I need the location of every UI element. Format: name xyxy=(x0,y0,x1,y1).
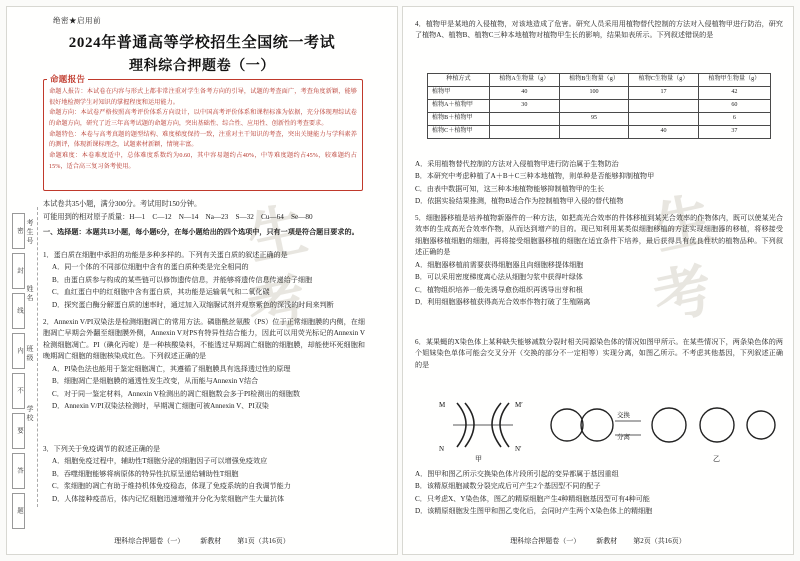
question-3-option-c: C．浆细胞的凋亡有助于维持机体免疫稳态，体现了免疫系统的自我调节能力 xyxy=(52,482,291,491)
section-1-heading: 一、选择题：本题共13小题，每小题6分，在每小题给出的四个选项中，只有一项是符合题目要求的。 xyxy=(43,228,359,236)
figure-caption-乙: 乙 xyxy=(713,455,720,463)
chromosome-figure xyxy=(417,395,781,463)
footer-left-page xyxy=(7,536,397,546)
table-r0-c1: 40 xyxy=(489,86,559,99)
question-4-option-a: A．采用植物替代控制的方法对入侵植物甲进行防治属于生物防治 xyxy=(415,160,619,168)
seal-char-1: 密 xyxy=(12,213,25,249)
question-6-option-c: C．只考虑X、Y染色体，图乙的精原细胞产生4种精细胞基因型可有4种可能 xyxy=(415,494,650,503)
footer-exam-name: 理科综合押题卷（一） xyxy=(114,537,185,545)
exam-page-right xyxy=(402,6,794,555)
watermark-char-4: 考 xyxy=(648,256,719,333)
chromosome-diagram-svg xyxy=(417,395,781,463)
question-5-option-c: C．植物组织培养一般先诱导愈伤组织再诱导出芽和根 xyxy=(415,285,583,294)
question-5 xyxy=(415,213,783,310)
table-r2-c4: 6 xyxy=(698,112,770,125)
question-4-option-b: B．本研究中考虑种植了A＋B＋C三种本地植物，则单种是否能够抑制植物甲 xyxy=(415,172,655,181)
table-r0-c4: 42 xyxy=(698,86,770,99)
table-r1-c0: 植物A＋植物甲 xyxy=(428,99,490,112)
exam-info-line-2: 可能用到的相对原子质量：H—1 C—12 N—14 Na—23 S—32 Cu—64 Se—80 xyxy=(43,213,313,221)
figure-caption-甲: 甲 xyxy=(475,455,482,463)
question-4-options xyxy=(415,159,783,209)
table-header-row xyxy=(428,74,771,87)
question-4-option-d: D．依据实验结果推测，植物B适合作为控制植物甲入侵的替代植物 xyxy=(415,197,624,206)
figure-ring-2 xyxy=(700,408,734,442)
field-考生号: 考生号 xyxy=(26,219,34,246)
table-header-2: 植物B生物量（g） xyxy=(559,74,629,87)
table-r3-c0: 植物C＋植物甲 xyxy=(428,125,490,138)
seal-char-5: 不 xyxy=(12,373,25,409)
footer-edition: 新教材 xyxy=(200,537,222,545)
watermark-char-3: 生 xyxy=(648,186,719,263)
question-6-stem-block xyxy=(415,337,783,372)
table-r3-c4: 37 xyxy=(698,125,770,138)
table-r0-c3: 17 xyxy=(629,86,699,99)
question-2-option-d: D．Annexin V/PI双染法检测时，早期凋亡细胞可被Annexin V、PI双染 xyxy=(52,402,269,411)
question-1-option-c: C．血红蛋白中的红细胞中含有蛋白质，其功能是运输氧气和二氧化碳 xyxy=(52,288,270,297)
table-header-0: 种植方式 xyxy=(428,74,490,87)
seal-char-6: 要 xyxy=(12,413,25,449)
figure-ring-3 xyxy=(747,411,775,439)
植物生物量-table xyxy=(427,73,771,139)
命题报告-label: 命题报告 xyxy=(47,73,88,85)
table-row xyxy=(428,125,771,138)
question-3-option-b: B．吞噬细胞能够将病原体的特异性抗原呈递给辅助性T细胞 xyxy=(52,469,239,478)
question-1-option-d: D．探究蛋白酶分解蛋白质的速率时，通过加入双缩脲试剂并观察紫色的深浅的时间来判断 xyxy=(52,300,334,309)
question-6-option-a: A．图甲和图乙所示交换染色体片段所引起的变异都属于基因重组 xyxy=(415,470,619,478)
footer-page-number-right: 第2页（共16页） xyxy=(633,537,686,545)
table-row xyxy=(428,112,771,125)
question-6-option-d: D．该精原细胞发生图甲和图乙变化后，会同时产生两个X染色体上的精细胞 xyxy=(415,507,653,516)
question-2-option-c: C．对于同一鉴定材料，Annexin V检测出的凋亡细胞数会多于PI检测出的细胞数 xyxy=(52,389,300,398)
table-r0-c0: 植物甲 xyxy=(428,86,490,99)
question-2 xyxy=(43,317,365,414)
table-row xyxy=(428,99,771,112)
question-3-stem: 3．下列关于免疫调节的叙述正确的是 xyxy=(43,445,161,453)
table-r2-c1 xyxy=(489,112,559,125)
exam-info-line-1: 本试卷共35小题，满分300分。考试用时150分钟。 xyxy=(43,200,202,208)
question-5-option-d: D．利用细胞器移植获得高光合效率作物打破了生殖隔离 xyxy=(415,298,591,307)
report-line-3: 命题特色：本卷与高考真题的题型结构、难度梯度保持一致，注重对主干知识的考查，突出关键能力与学科素养的测评，体现新课标理念，试题素材新颖，情境丰富。 xyxy=(49,130,357,149)
question-3 xyxy=(43,444,365,506)
question-5-stem: 5．细胞器移植是培养植物新器件的一种方法，如把高光合效率的件体移植到某光合效率的作物体内，既可以使某光合效率的生成高光合效率作物，从而达到增产的目的。现已知利用某类似细胞移植的方法实现细胞器的移植，将移接受细胞器移植细胞的细胞，再将接受细胞器移植的细胞在适宜条件下培养，最后获得具有优良性状的植物品种。下列叙述正确的是 xyxy=(415,214,783,257)
table-r2-c3 xyxy=(629,112,699,125)
figure-label-N-prime: N′ xyxy=(515,445,522,453)
question-5-option-a: A．细胞器移植前需要获得细胞器且向细胞移提体细胞 xyxy=(415,260,584,269)
figure-ring-1 xyxy=(652,408,686,442)
table-r1-c4: 60 xyxy=(698,99,770,112)
question-3-option-d: D．人体接种疫苗后，体内记忆细胞迅速增殖并分化为浆细胞产生大量抗体 xyxy=(52,494,285,503)
table-r3-c3: 40 xyxy=(629,125,699,138)
exam-title-main: 2024年普通高等学校招生全国统一考试 xyxy=(68,35,336,51)
table-r2-c2: 95 xyxy=(559,112,629,125)
figure-circle-2 xyxy=(581,409,613,441)
field-学校: 学校 xyxy=(26,405,34,423)
exam-page-left xyxy=(6,6,398,555)
table-r1-c2 xyxy=(559,99,629,112)
table-r1-c1: 30 xyxy=(489,99,559,112)
watermark-char-2: 考 xyxy=(242,266,313,343)
question-6-stem: 6．某果蝇的X染色体上某种缺失能够减数分裂时相关同源染色体的情况如图甲所示。在某些情况下，两条染色体的两个姐妹染色单体可能会交叉分开（交换的部分不一定相等）实现分离，如图乙所示。不考虑其他基因，下列叙述正确的是 xyxy=(415,338,783,369)
table-r0-c2: 100 xyxy=(559,86,629,99)
question-4-stem: 4．植物甲是某地的入侵植物，对该地造成了危害。研究人员采用用植物替代控制的方法对入侵植物甲进行防治，研究了植物A、植物B、植物C三种本地植物对植物甲生长的影响，结果如表所示。下列叙述错误的是 xyxy=(415,20,783,40)
question-3-option-a: A．细胞免疫过程中，辅助性T细胞分泌的细胞因子可以增强免疫效应 xyxy=(52,457,268,466)
table-row xyxy=(428,86,771,99)
seal-char-8: 题 xyxy=(12,493,25,529)
question-1-option-a: A．同一个体的不同部位细胞中含有的蛋白质种类是完全相同的 xyxy=(52,263,249,272)
secret-label: 绝密★启用前 xyxy=(53,16,101,25)
seal-char-2: 封 xyxy=(12,253,25,289)
question-2-option-a: A．PI染色法也能用于鉴定细胞凋亡，其遵循了细胞膜具有选择透过性的原理 xyxy=(52,364,291,373)
question-1-option-b: B．由蛋白质参与构成的某些链可以修饰遗传信息，并能够将遗传信息传递给子细胞 xyxy=(52,275,313,284)
question-6-options xyxy=(415,469,783,519)
seal-char-3: 线 xyxy=(12,293,25,329)
figure-label-交换: 交换 xyxy=(617,412,630,419)
figure-label-N: N xyxy=(439,445,445,453)
table-header-3: 植物C生物量（g） xyxy=(629,74,699,87)
footer-right-page xyxy=(403,536,793,546)
report-line-2: 命题方向：本试卷严格按照高考评价体系方向设计，以中国高考评价体系和课程标准为依据，充分体现理综试卷的命题方向，研究了近三年高考试题的命题方向，突出基础性、综合性、应用性、创新性的考查要求。 xyxy=(49,109,357,127)
footer-page-number: 第1页（共16页） xyxy=(237,537,290,545)
question-4-option-c: C．由表中数据可知，这三种本地植物能够抑制植物甲的生长 xyxy=(415,184,605,193)
table-r3-c2 xyxy=(559,125,629,138)
field-姓名: 姓名 xyxy=(26,285,34,303)
question-2-stem: 2．Annexin V/PI双染法是检测细胞凋亡的常用方法。磷脂酰丝氨酸（PS）位于正常细胞膜的内侧，在细胞凋亡早期会外翻至细胞膜外侧，Annexin V对PS有特异性结合能力，因此可以用荧光标记的Annexin V检测细胞凋亡。PI（碘化丙啶）是一种核酸染料，不能透过早期凋亡细胞的细胞膜，却能使坏死细胞和晚期凋亡细胞的细胞核染成红色。下列叙述正确的是 xyxy=(43,318,365,361)
figure-circle-1 xyxy=(551,409,583,441)
seal-char-7: 答 xyxy=(12,453,25,489)
question-6-option-b: B．该精原细胞减数分裂完成后可产生2个基因型不同的配子 xyxy=(415,482,601,491)
exam-title-sub: 理科综合押题卷（一） xyxy=(129,59,275,74)
table-r2-c0: 植物B＋植物甲 xyxy=(428,112,490,125)
question-2-option-b: B．细胞凋亡是细胞膜的通透性发生改变，从而能与Annexin V结合 xyxy=(52,377,259,386)
footer-exam-name-right: 理科综合押题卷（一） xyxy=(510,537,581,545)
question-5-option-b: B．可以采用密度梯度离心法从细胞匀浆中获得叶绿体 xyxy=(415,273,583,282)
footer-edition-right: 新教材 xyxy=(596,537,618,545)
table-header-4: 植物甲生物量（g） xyxy=(698,74,770,87)
命题报告-body xyxy=(49,87,357,172)
question-4-stem-block xyxy=(415,19,783,43)
margin-divider xyxy=(37,207,38,507)
report-line-1: 命题人报告：本试卷在内容与形式上都非常注重对学生备考方向的引导，试题的考查面广，考查角度新颖，能够很好地检测学生对知识的掌握程度和运用能力。 xyxy=(49,88,357,106)
watermark-char-1: 生 xyxy=(242,196,313,273)
figure-label-M-prime: M′ xyxy=(515,401,523,409)
question-1 xyxy=(43,250,365,312)
figure-label-分离: 分离 xyxy=(617,434,630,441)
field-班级: 班级 xyxy=(26,345,34,363)
seal-char-4: 内 xyxy=(12,333,25,369)
question-1-stem: 1．蛋白质在细胞中承担的功能是多种多样的。下列有关蛋白质的叙述正确的是 xyxy=(43,251,288,259)
figure-label-M: M xyxy=(439,401,446,409)
table-header-1: 植物A生物量（g） xyxy=(489,74,559,87)
report-line-4: 命题难度：本卷难度适中，总体难度系数约为0.60，其中容易题约占40%，中等难度题约占45%，较难题约占15%，适合高三复习备考使用。 xyxy=(49,151,357,170)
table-r3-c1 xyxy=(489,125,559,138)
table-r1-c3 xyxy=(629,99,699,112)
